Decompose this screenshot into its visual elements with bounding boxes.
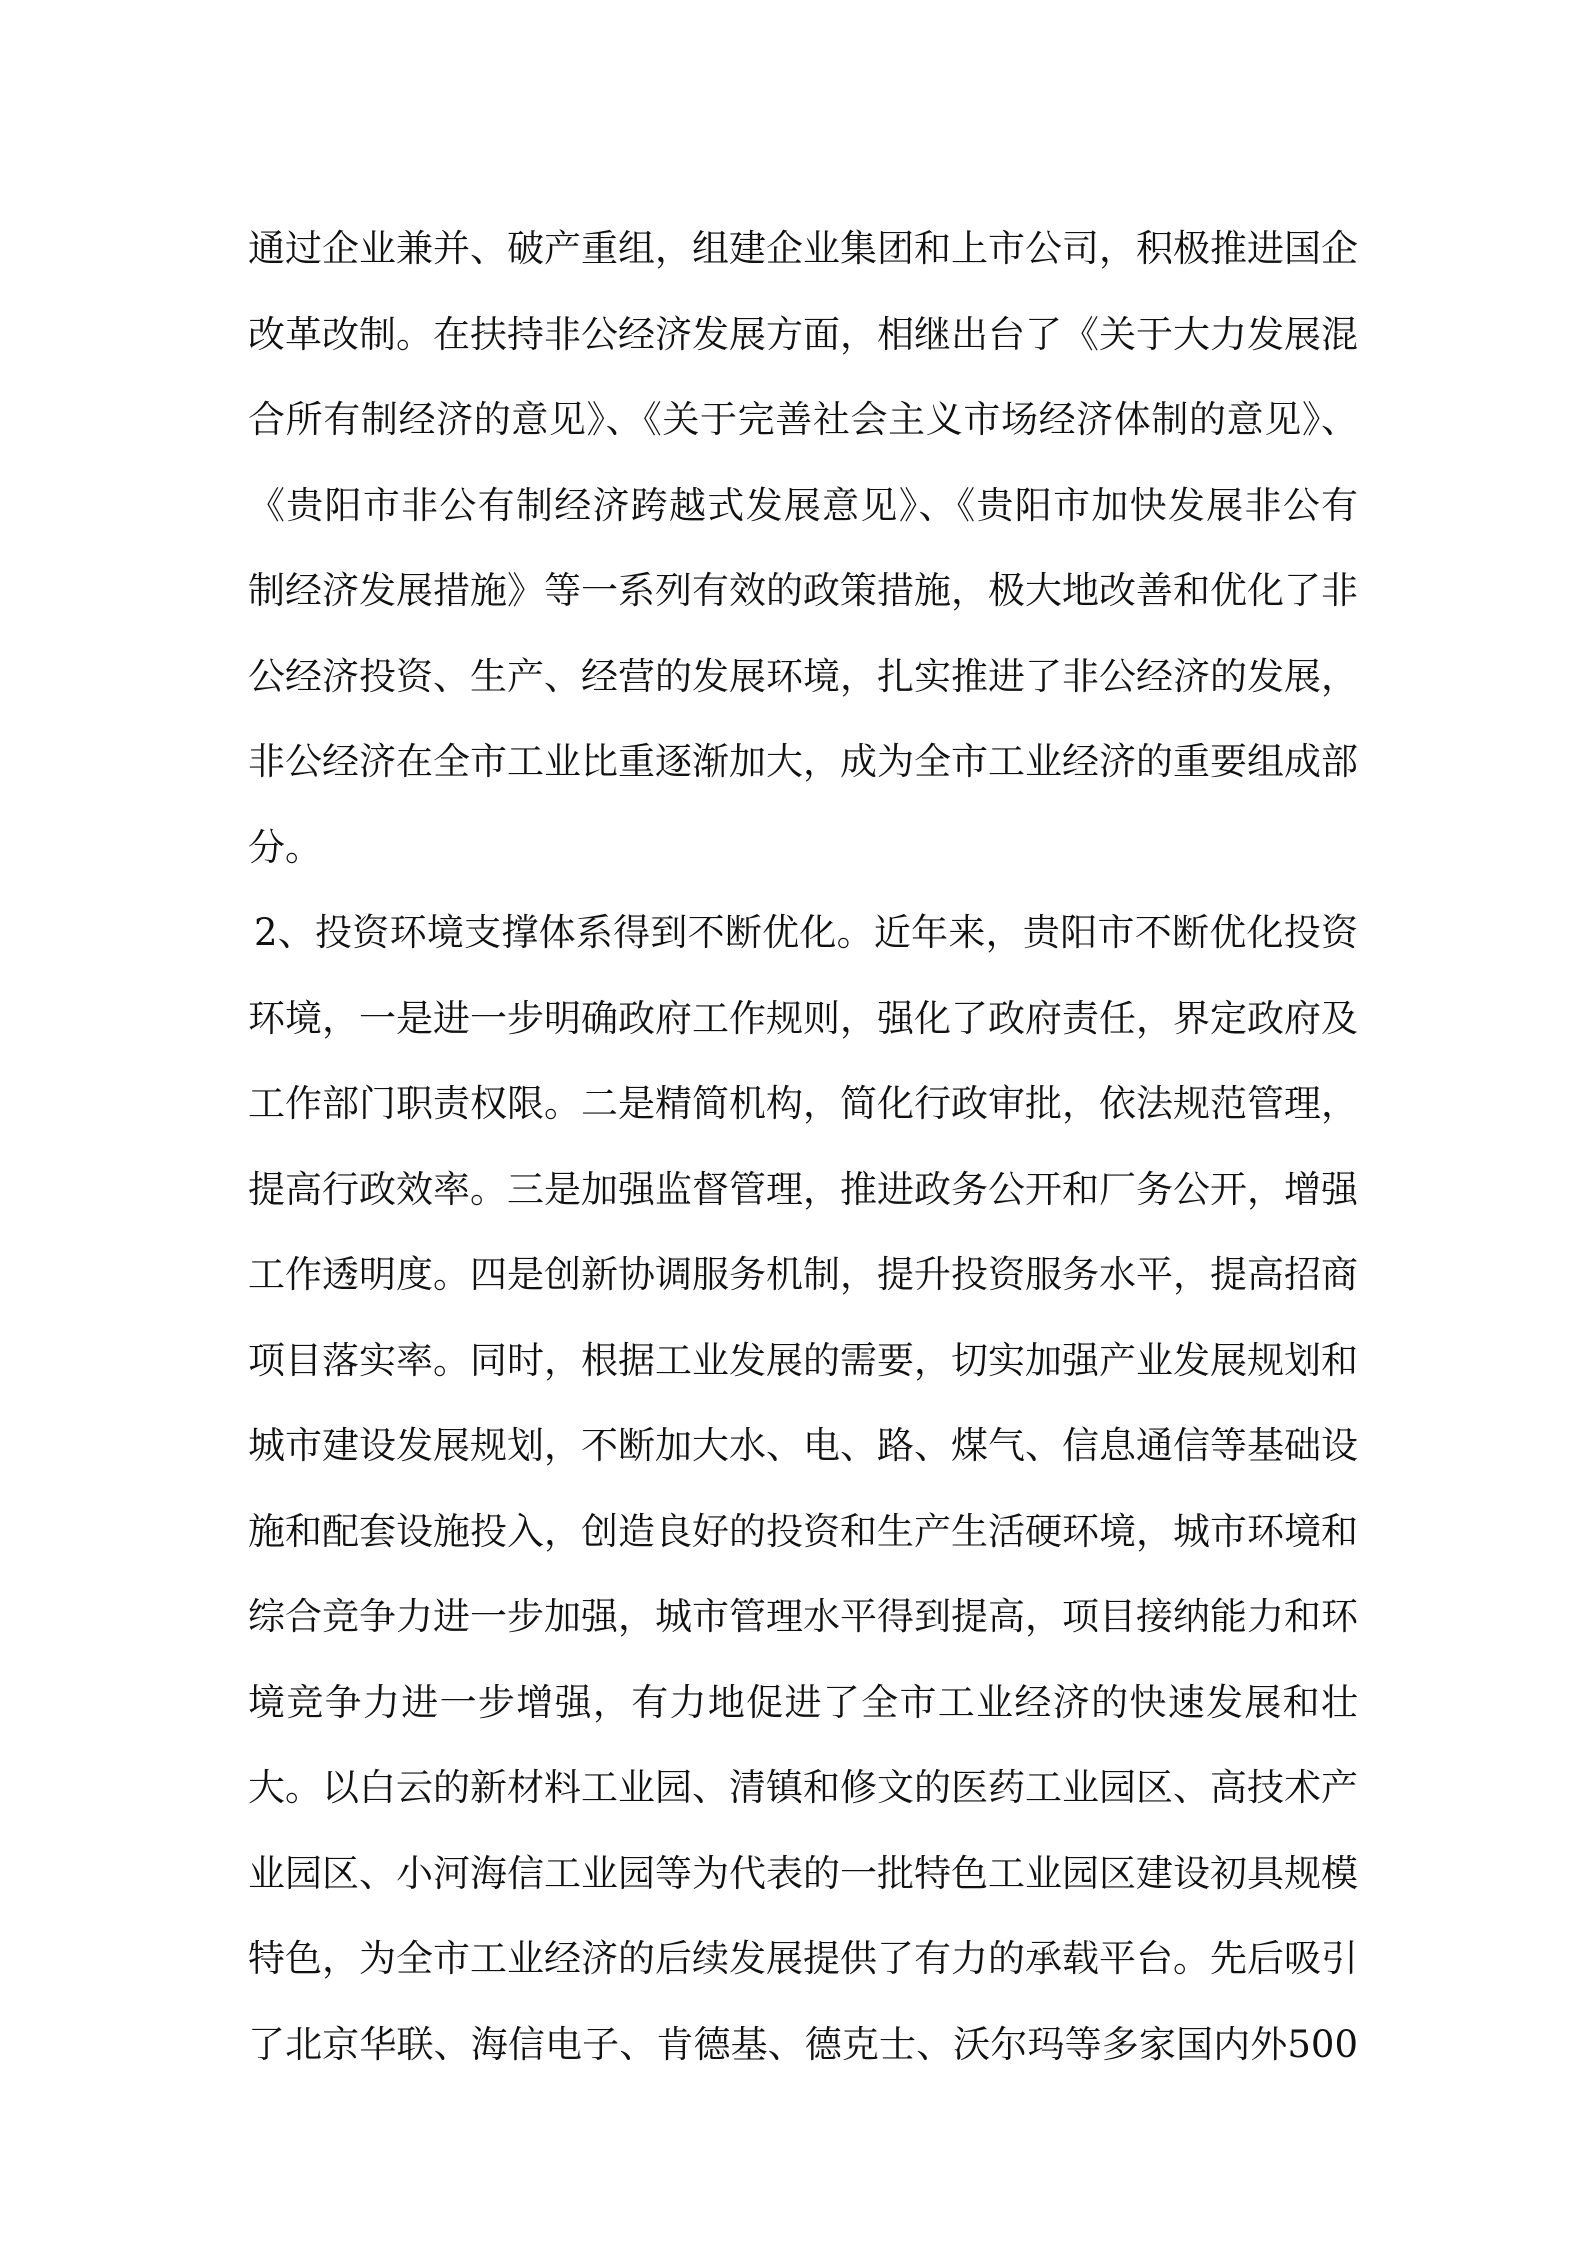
text-line: 特色，为全市工业经济的后续发展提供了有力的承载平台。先后吸引 — [248, 1937, 1358, 1980]
text-line: 提高行政效率。三是加强监督管理，推进政务公开和厂务公开，增强 — [248, 1167, 1358, 1211]
text-line: 《贵阳市非公有制经济跨越式发展意见》、《贵阳市加快发展非公有 — [248, 483, 1358, 527]
text-line: 环境，一是进一步明确政府工作规则，强化了政府责任，界定政府及 — [248, 996, 1358, 1040]
text-line: 合所有制经济的意见》、《关于完善社会主义市场经济体制的意见》、 — [248, 398, 1358, 441]
text-line: 施和配套设施投入，创造良好的投资和生产生活硬环境，城市环境和 — [248, 1509, 1358, 1553]
text-line: 业园区、小河海信工业园等为代表的一批特色工业园区建设初具规模 — [248, 1851, 1358, 1895]
text-line: 非公经济在全市工业比重逐渐加大，成为全市工业经济的重要组成部 — [248, 740, 1358, 783]
text-line: 综合竞争力进一步加强，城市管理水平得到提高，项目接纳能力和环 — [248, 1595, 1358, 1638]
text-line: 改革改制。在扶持非公经济发展方面，相继出台了《关于大力发展混 — [248, 312, 1358, 356]
text-line: 公经济投资、生产、经营的发展环境，扎实推进了非公经济的发展， — [248, 654, 1358, 698]
text-line: 大。以白云的新材料工业园、清镇和修文的医药工业园区、高技术产 — [248, 1766, 1358, 1809]
body-text — [248, 206, 1358, 2087]
text-line: 项目落实率。同时，根据工业发展的需要，切实加强产业发展规划和 — [248, 1338, 1358, 1382]
text-line: 分。 — [248, 825, 322, 869]
text-line: 境竞争力进一步增强，有力地促进了全市工业经济的快速发展和壮 — [248, 1680, 1358, 1724]
text-line: 城市建设发展规划，不断加大水、电、路、煤气、信息通信等基础设 — [248, 1424, 1358, 1467]
text-line: 工作部门职责权限。二是精简机构，简化行政审批，依法规范管理， — [248, 1082, 1358, 1125]
text-line: 制经济发展措施》等一系列有效的政策措施，极大地改善和优化了非 — [248, 569, 1358, 612]
text-line: 2、投资环境支撑体系得到不断优化。近年来，贵阳市不断优化投资 — [254, 911, 1358, 954]
text-line: 通过企业兼并、破产重组，组建企业集团和上市公司，积极推进国企 — [248, 227, 1358, 270]
text-line: 了北京华联、海信电子、肯德基、德克士、沃尔玛等多家国内外500 — [248, 2022, 1358, 2066]
text-line: 工作透明度。四是创新协调服务机制，提升投资服务水平，提高招商 — [248, 1253, 1358, 1296]
